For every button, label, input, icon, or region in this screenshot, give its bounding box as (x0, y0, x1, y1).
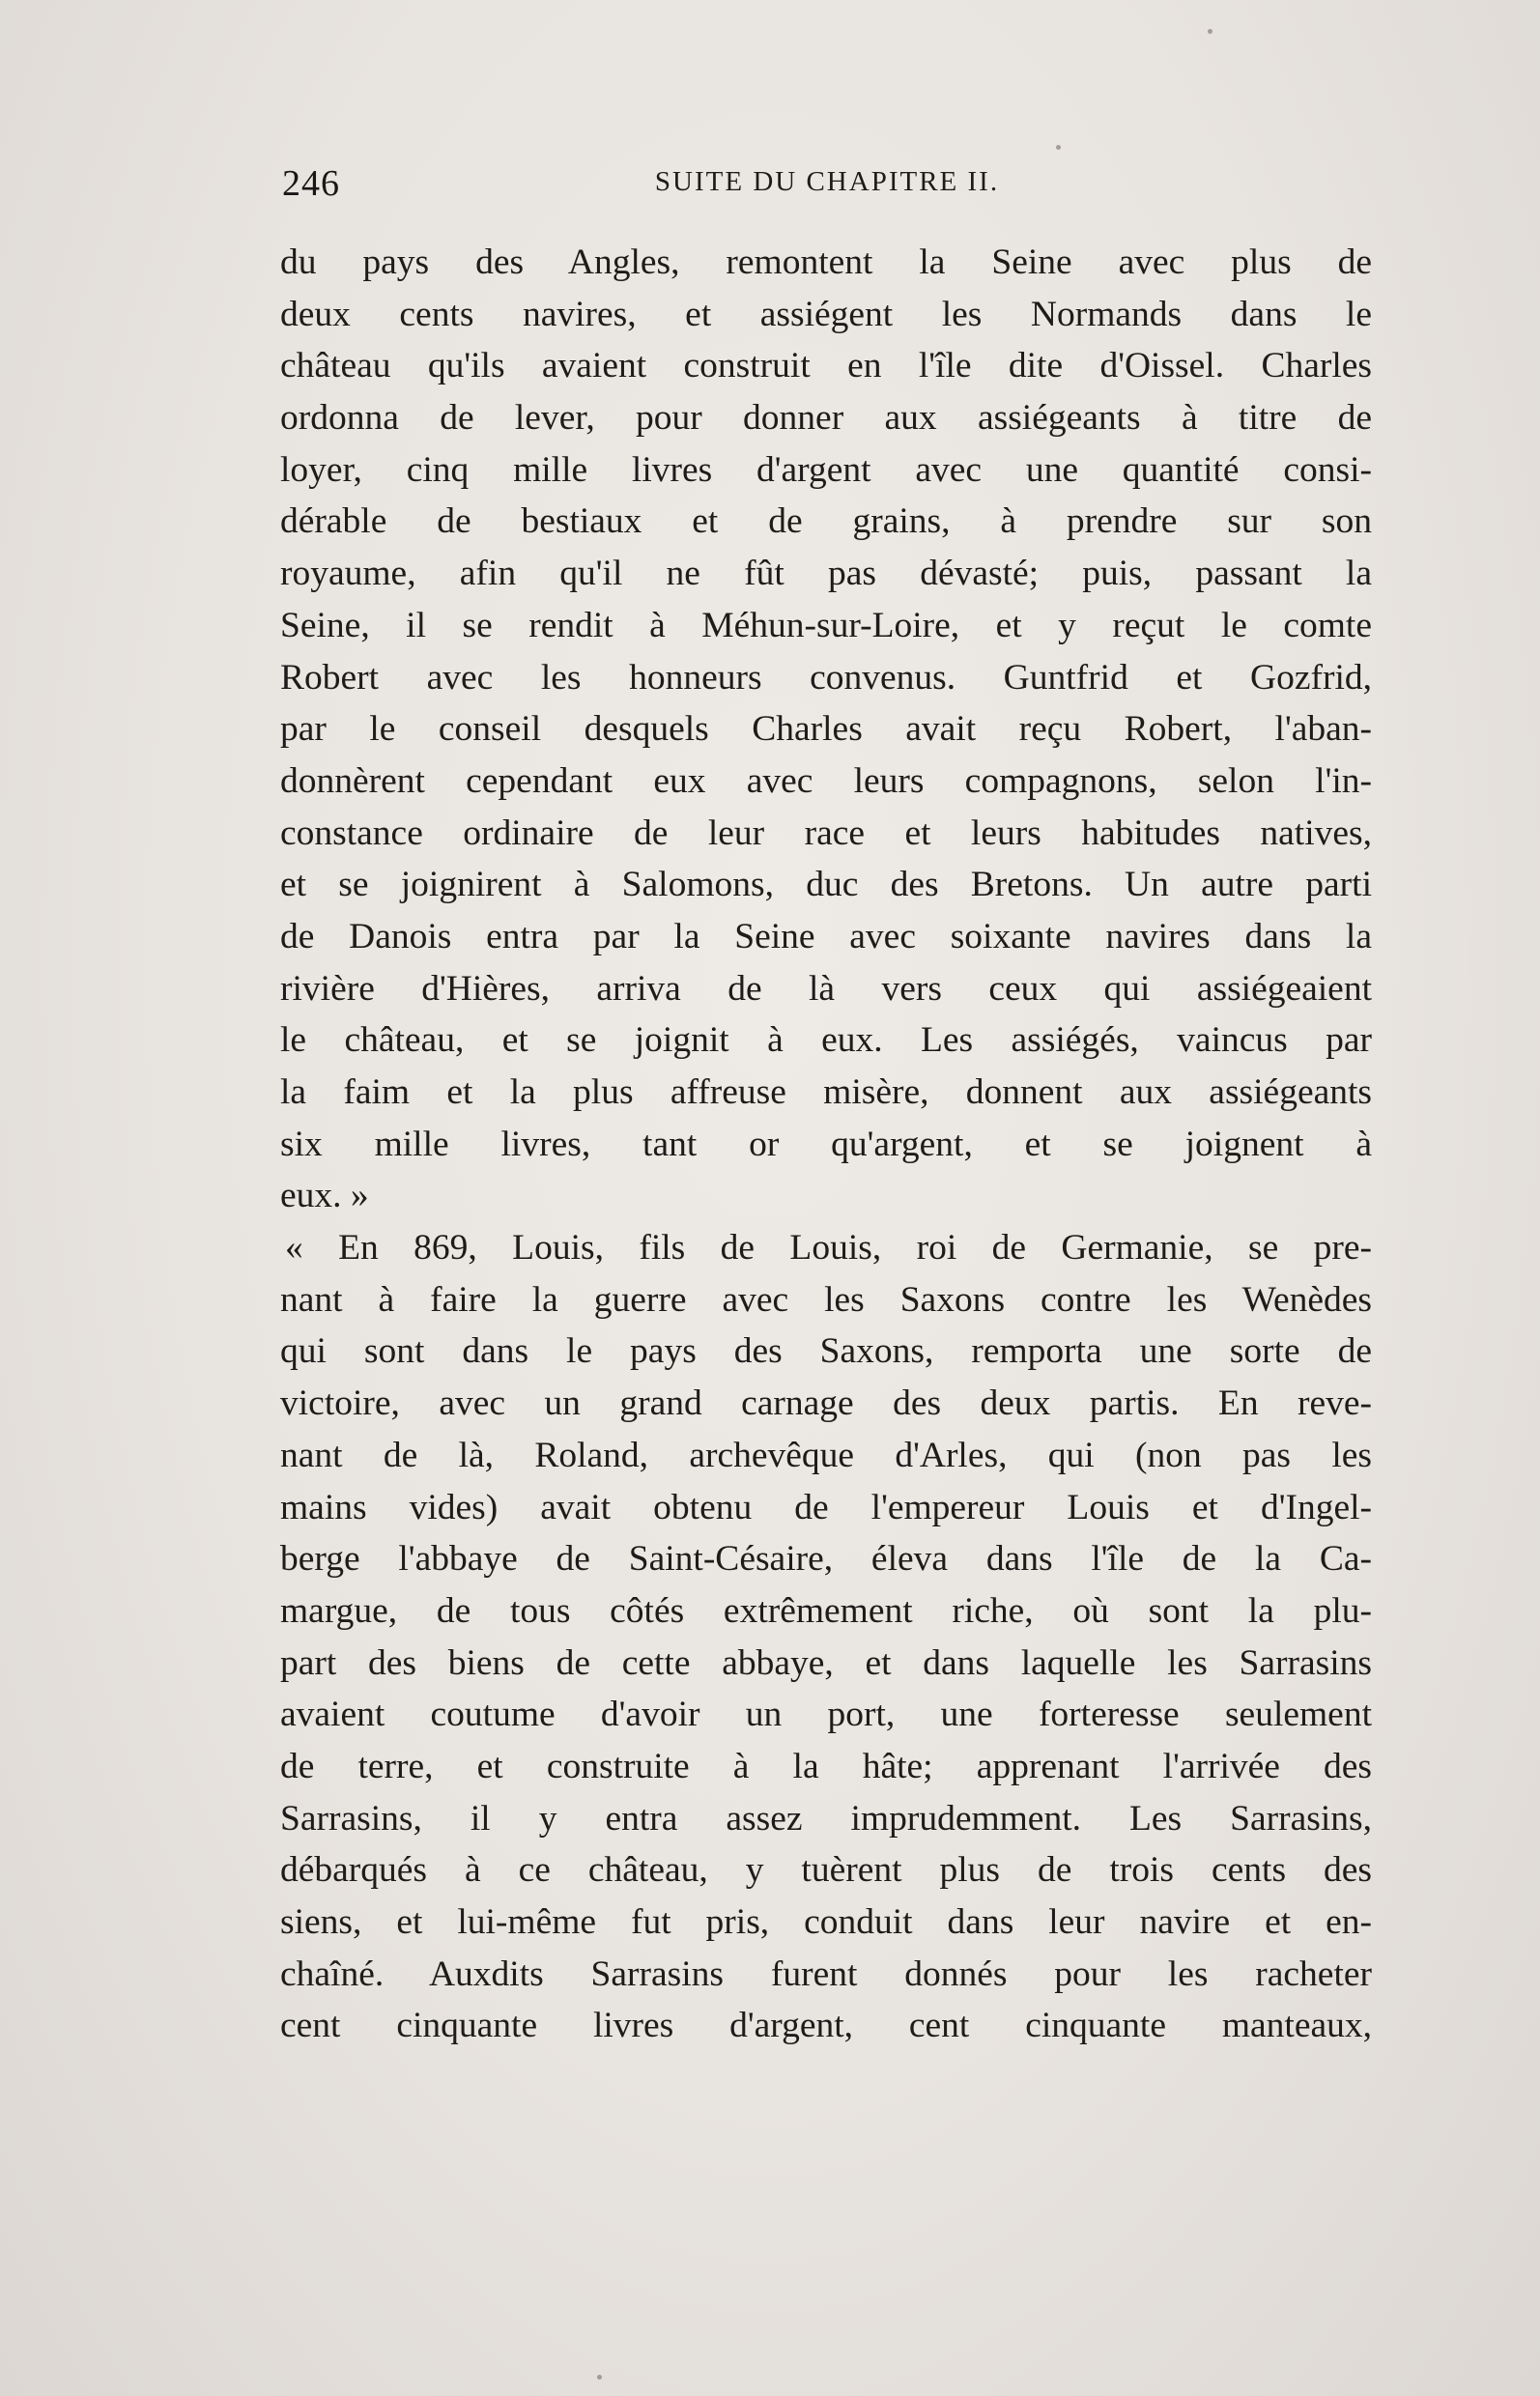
text-line: berge l'abbaye de Saint-Césaire, éleva dans l'île de la Ca- (280, 1539, 1372, 1580)
text-line: deux cents navires, et assiégent les Normands dans le (280, 294, 1372, 334)
text-line: mains vides) avait obtenu de l'empereur Louis et d'Ingel- (280, 1487, 1372, 1527)
text-line: de Danois entra par la Seine avec soixante navires dans la (280, 916, 1372, 956)
paper-speck (1208, 29, 1212, 34)
text-line: six mille livres, tant or qu'argent, et se joignent à (280, 1124, 1372, 1164)
text-line: donnèrent cependant eux avec leurs compagnons, selon l'in- (280, 760, 1372, 801)
text-line: constance ordinaire de leur race et leurs habitudes natives, (280, 813, 1372, 853)
text-line: Sarrasins, il y entra assez imprudemment. Les Sarrasins, (280, 1798, 1372, 1839)
text-line: du pays des Angles, remontent la Seine avec plus de (280, 242, 1372, 282)
text-line: Seine, il se rendit à Méhun-sur-Loire, et y reçut le comte (280, 605, 1372, 645)
text-line: nant de là, Roland, archevêque d'Arles, qui (non pas les (280, 1435, 1372, 1475)
text-line: royaume, afin qu'il ne fût pas dévasté; puis, passant la (280, 554, 1372, 594)
text-line: par le conseil desquels Charles avait reçu Robert, l'aban- (280, 709, 1372, 750)
text-line: loyer, cinq mille livres d'argent avec une quantité consi- (280, 449, 1372, 490)
text-line: Robert avec les honneurs convenus. Guntfrid et Gozfrid, (280, 657, 1372, 698)
text-line: dérable de bestiaux et de grains, à prendre sur son (280, 501, 1372, 542)
text-line: qui sont dans le pays des Saxons, remporta une sorte de (280, 1331, 1372, 1372)
running-head: SUITE DU CHAPITRE II. (654, 166, 1000, 197)
text-line: la faim et la plus affreuse misère, donnent aux assiégeants (280, 1072, 1372, 1112)
text-line: victoire, avec un grand carnage des deux partis. En reve- (280, 1383, 1372, 1424)
text-line: margue, de tous côtés extrêmement riche, où sont la plu- (280, 1590, 1372, 1631)
page-header (282, 162, 1372, 220)
text-line: avaient coutume d'avoir un port, une forteresse seulement (280, 1695, 1372, 1735)
text-line: chaîné. Auxdits Sarrasins furent donnés pour les racheter (280, 1954, 1372, 1994)
text-line: et se joignirent à Salomons, duc des Bretons. Un autre parti (280, 865, 1372, 905)
paragraph-end-line: eux. » (280, 1176, 369, 1216)
text-line: ordonna de lever, pour donner aux assiégeants à titre de (280, 398, 1372, 439)
text-line: cent cinquante livres d'argent, cent cinquante manteaux, (280, 2006, 1372, 2046)
text-line: débarqués à ce château, y tuèrent plus de trois cents des (280, 1850, 1372, 1891)
paper-speck (1056, 145, 1061, 150)
text-line: nant à faire la guerre avec les Saxons contre les Wenèdes (280, 1279, 1372, 1320)
text-line: siens, et lui-même fut pris, conduit dans leur navire et en- (280, 1902, 1372, 1942)
text-line: rivière d'Hières, arriva de là vers ceux qui assiégeaient (280, 968, 1372, 1009)
text-line: part des biens de cette abbaye, et dans laquelle les Sarrasins (280, 1642, 1372, 1683)
paragraph-start-line: « En 869, Louis, fils de Louis, roi de Germanie, se pre- (285, 1228, 1372, 1269)
text-line: le château, et se joignit à eux. Les assiégés, vaincus par (280, 1020, 1372, 1061)
body-text (280, 237, 1372, 2052)
text-line: de terre, et construite à la hâte; apprenant l'arrivée des (280, 1746, 1372, 1786)
page-number: 246 (282, 163, 340, 204)
text-line: château qu'ils avaient construit en l'île dite d'Oissel. Charles (280, 346, 1372, 386)
paper-speck (597, 2375, 602, 2380)
